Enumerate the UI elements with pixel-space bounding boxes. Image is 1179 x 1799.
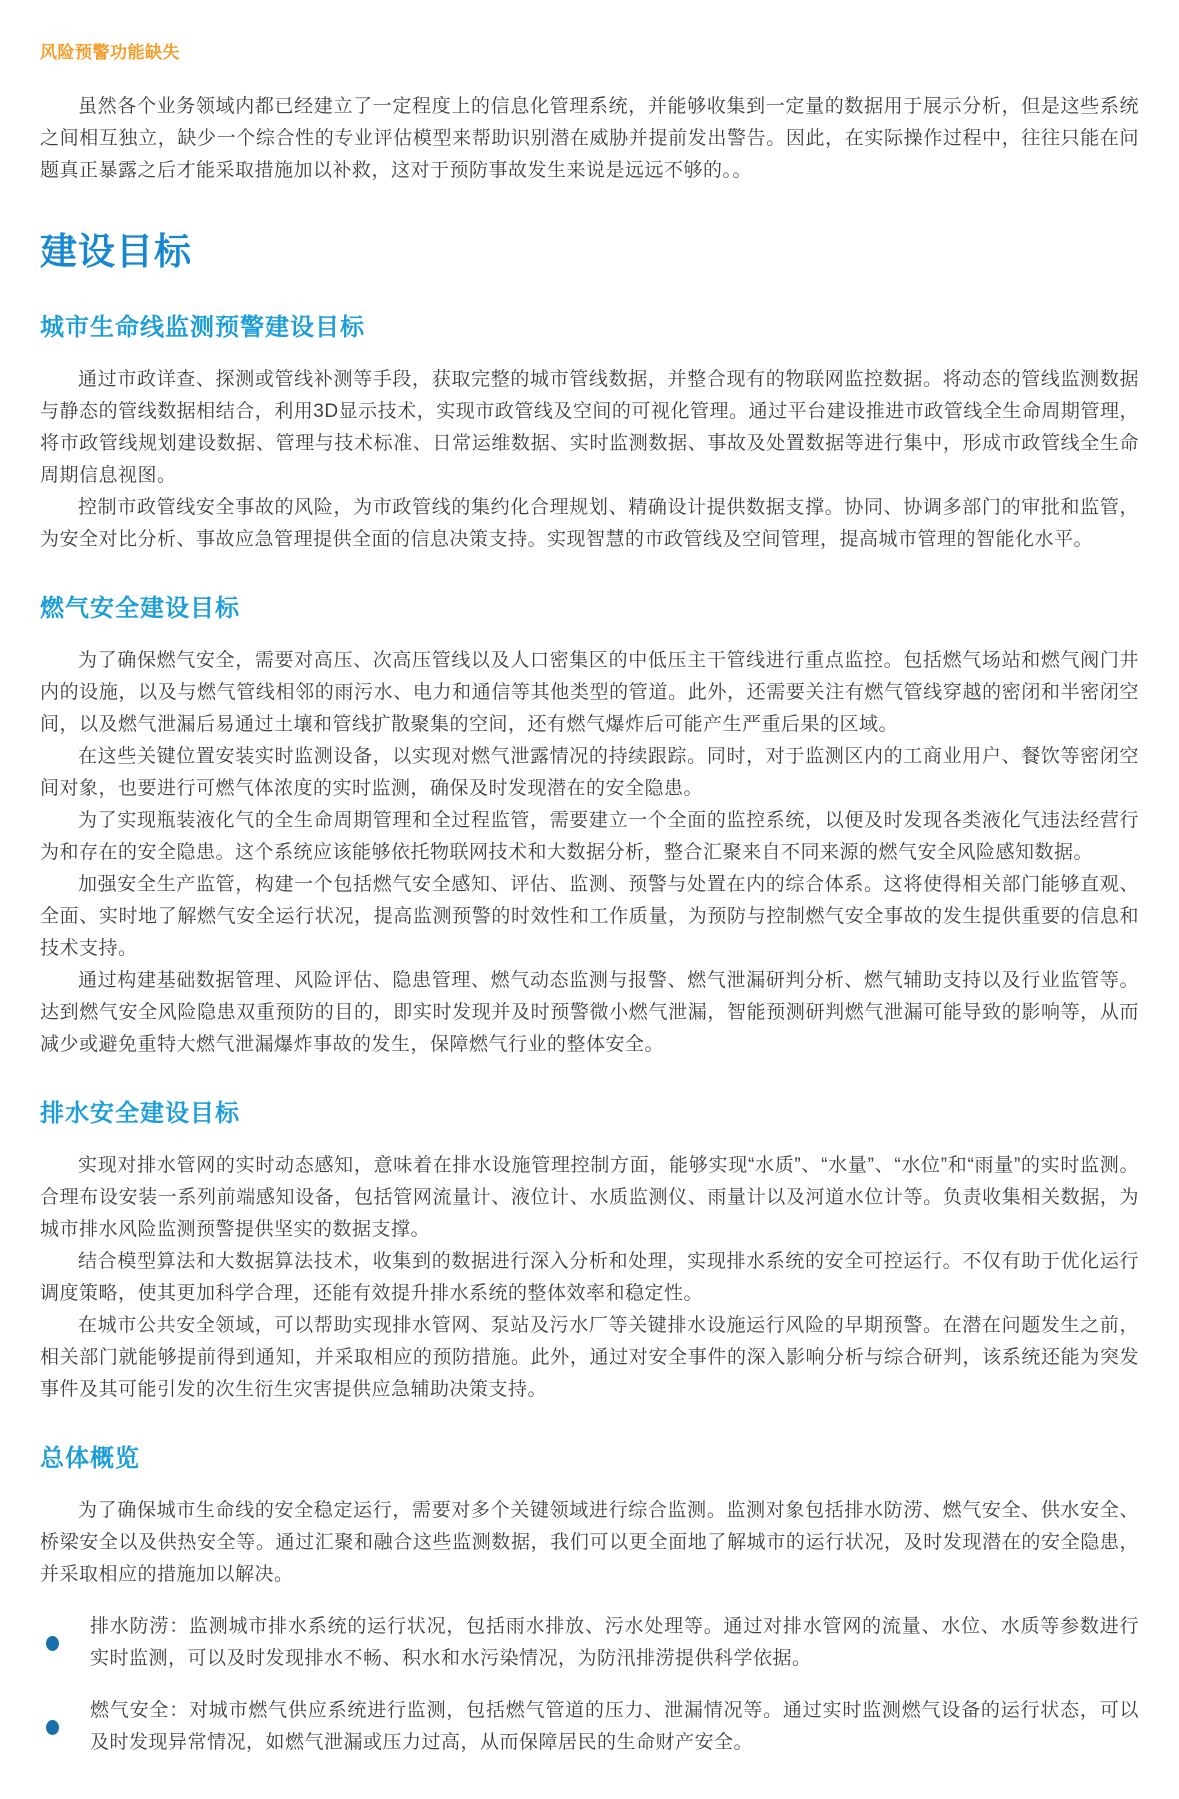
- intro-section-heading: 风险预警功能缺失: [40, 43, 180, 62]
- section-heading-drainage-safety: 排水安全建设目标: [40, 1100, 240, 1127]
- paragraph: 为了确保城市生命线的安全稳定运行，需要对多个关键领域进行综合监测。监测对象包括排水防涝、燃气安全、供水安全、桥梁安全以及供热安全等。通过汇聚和融合这些监测数据，我们可以更全面地了解城市的运行状况，及时发现潜在的安全隐患，并采取相应的措施加以解决。: [40, 1500, 1139, 1585]
- paragraph: 通过构建基础数据管理、风险评估、隐患管理、燃气动态监测与报警、燃气泄漏研判分析、燃气辅助支持以及行业监管等。达到燃气安全风险隐患双重预防的目的，即实时发现并及时预警微小燃气泄漏，智能预测研判燃气泄漏可能导致的影响等，从而减少或避免重特大燃气泄漏爆炸事故的发生，保障燃气行业的整体安全。: [40, 970, 1139, 1055]
- intro-paragraph: 虽然各个业务领域内都已经建立了一定程度上的信息化管理系统，并能够收集到一定量的数据用于展示分析，但是这些系统之间相互独立，缺少一个综合性的专业评估模型来帮助识别潜在威胁并提前发出警告。因此，在实际操作过程中，往往只能在问题真正暴露之后才能采取措施加以补救，这对于预防事故发生来说是远远不够的。。: [40, 96, 1139, 181]
- section-heading-city-lifeline: 城市生命线监测预警建设目标: [40, 314, 365, 341]
- paragraph: 实现对排水管网的实时动态感知，意味着在排水设施管理控制方面，能够实现“水质”、“水量”、“水位”和“雨量”的实时监测。合理布设安装一系列前端感知设备，包括管网流量计、液位计、水质监测仪、雨量计以及河道水位计等。负责收集相关数据，为城市排水风险监测预警提供坚实的数据支撑。: [40, 1155, 1139, 1240]
- bullet-dot-icon: [46, 1720, 59, 1735]
- paragraph: 为了实现瓶装液化气的全生命周期管理和全过程监管，需要建立一个全面的监控系统，以便及时发现各类液化气违法经营行为和存在的安全隐患。这个系统应该能够依托物联网技术和大数据分析，整合汇聚来自不同来源的燃气安全风险感知数据。: [40, 810, 1139, 863]
- paragraph: 通过市政详查、探测或管线补测等手段，获取完整的城市管线数据，并整合现有的物联网监控数据。将动态的管线监测数据与静态的管线数据相结合，利用3D显示技术，实现市政管线及空间的可视化管理。通过平台建设推进市政管线全生命周期管理，将市政管线规划建设数据、管理与技术标准、日常运维数据、实时监测数据、事故及处置数据等进行集中，形成市政管线全生命周期信息视图。: [40, 369, 1139, 486]
- bullet-item-gas: [40, 1695, 1139, 1759]
- paragraph: 控制市政管线安全事故的风险，为市政管线的集约化合理规划、精确设计提供数据支撑。协同、协调多部门的审批和监管，为安全对比分析、事故应急管理提供全面的信息决策支持。实现智慧的市政管线及空间管理，提高城市管理的智能化水平。: [40, 497, 1139, 550]
- paragraph: 为了确保燃气安全，需要对高压、次高压管线以及人口密集区的中低压主干管线进行重点监控。包括燃气场站和燃气阀门井内的设施，以及与燃气管线相邻的雨污水、电力和通信等其他类型的管道。此外，还需要关注有燃气管线穿越的密闭和半密闭空间，以及燃气泄漏后易通过土壤和管线扩散聚集的空间，还有燃气爆炸后可能产生严重后果的区域。: [40, 650, 1139, 735]
- bullet-list: [40, 1611, 1139, 1759]
- bullet-item-drainage: [40, 1611, 1139, 1675]
- section-heading-overview: 总体概览: [40, 1445, 140, 1472]
- paragraph: 在城市公共安全领域，可以帮助实现排水管网、泵站及污水厂等关键排水设施运行风险的早期预警。在潜在问题发生之前，相关部门就能够提前得到通知，并采取相应的预防措施。此外，通过对安全事件的深入影响分析与综合研判，该系统还能为突发事件及其可能引发的次生衍生灾害提供应急辅助决策支持。: [40, 1315, 1139, 1400]
- paragraph: 结合模型算法和大数据算法技术，收集到的数据进行深入分析和处理，实现排水系统的安全可控运行。不仅有助于优化运行调度策略，使其更加科学合理，还能有效提升排水系统的整体效率和稳定性。: [40, 1251, 1139, 1304]
- paragraph: 加强安全生产监管，构建一个包括燃气安全感知、评估、监测、预警与处置在内的综合体系。这将使得相关部门能够直观、全面、实时地了解燃气安全运行状况，提高监测预警的时效性和工作质量，为预防与控制燃气安全事故的发生提供重要的信息和技术支持。: [40, 874, 1139, 959]
- bullet-text: 燃气安全：对城市燃气供应系统进行监测，包括燃气管道的压力、泄漏情况等。通过实时监测燃气设备的运行状态，可以及时发现异常情况，如燃气泄漏或压力过高，从而保障居民的生命财产安全。: [90, 1700, 1139, 1753]
- paragraph: 在这些关键位置安装实时监测设备，以实现对燃气泄露情况的持续跟踪。同时，对于监测区内的工商业用户、餐饮等密闭空间对象，也要进行可燃气体浓度的实时监测，确保及时发现潜在的安全隐患。: [40, 746, 1139, 799]
- page-title: 建设目标: [40, 231, 192, 272]
- bullet-dot-icon: [46, 1636, 59, 1651]
- section-heading-gas-safety: 燃气安全建设目标: [40, 595, 240, 622]
- bullet-text: 排水防涝：监测城市排水系统的运行状况，包括雨水排放、污水处理等。通过对排水管网的流量、水位、水质等参数进行实时监测，可以及时发现排水不畅、积水和水污染情况，为防汛排涝提供科学依据。: [90, 1616, 1139, 1669]
